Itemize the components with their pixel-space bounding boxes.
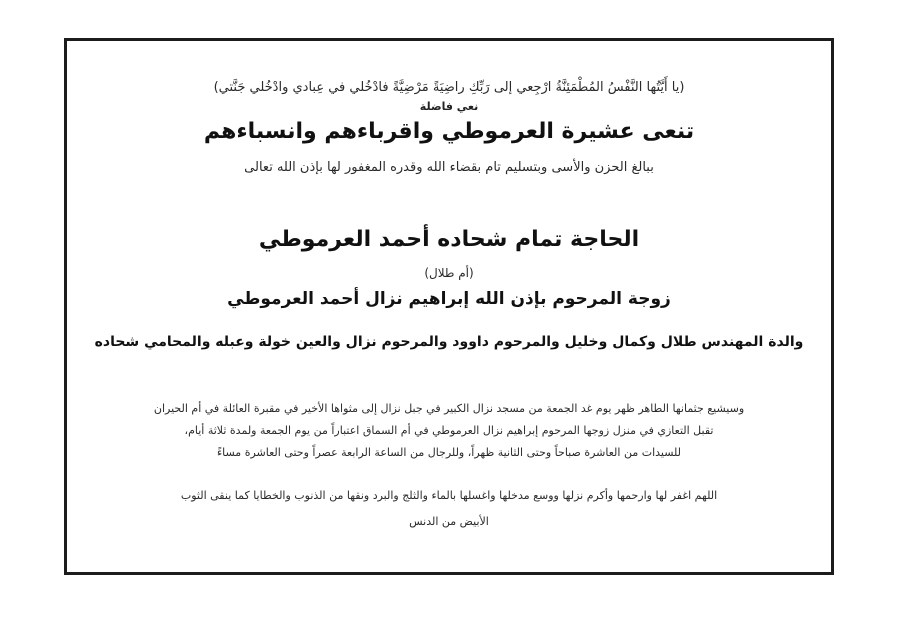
prayer-line-end: الأبيض من الدنس	[409, 515, 489, 528]
obituary-frame	[64, 38, 834, 575]
wife-of-line: زوجة المرحوم بإذن الله إبراهيم نزال أحمد العرموطي	[227, 289, 671, 309]
mother-of-line: والدة المهندس طلال وكمال وخليل والمرحوم داوود والمرحوم نزال والعين خولة وعبله والمحامي شحاده	[94, 334, 804, 350]
prayer-line: اللهم اغفر لها وارحمها وأكرم نزلها ووسع مدخلها واغسلها بالماء والثلج والبرد ونقها من الذنوب والخطايا كما ينقى الثوب	[180, 489, 718, 502]
quran-verse: (يا أَيَّتُها النَّفْسُ المُطْمَئِنَّةُ ارْجِعي إلى رَبِّكِ راضِيَةً مَرْضِيَّةً فادْخُلي في عِبادي وادْخُلي جَنَّتي)	[213, 80, 685, 95]
deceased-name: الحاجة تمام شحاده أحمد العرموطي	[258, 227, 640, 252]
family-heading: تنعى عشيرة العرموطي واقرباءهم وانسباءهم	[203, 119, 695, 144]
condolence-hours-line: للسيدات من العاشرة صباحاً وحتى الثانية ظهراً، وللرجال من الساعة الرابعة عصراً وحتى العاشرة مساءً	[216, 446, 682, 459]
deceased-kunya: (أم طلال)	[424, 266, 474, 280]
grief-line: ببالغ الحزن والأسى وبتسليم تام بقضاء الله وقدره المغفور لها بإذن الله تعالى	[244, 160, 654, 175]
funeral-line: وسيشيع جثمانها الطاهر ظهر يوم غد الجمعة من مسجد نزال الكبير في جبل نزال إلى مثواها الأخير في مقبرة العائلة في أم الحيران	[153, 402, 745, 415]
announcement-label: نعي فاضلة	[419, 100, 479, 113]
condolence-line: تقبل التعازي في منزل زوجها المرحوم إبراهيم نزال العرموطي في أم السماق اعتباراً من يوم الجمعة ولمدة ثلاثة أيام،	[184, 424, 714, 437]
